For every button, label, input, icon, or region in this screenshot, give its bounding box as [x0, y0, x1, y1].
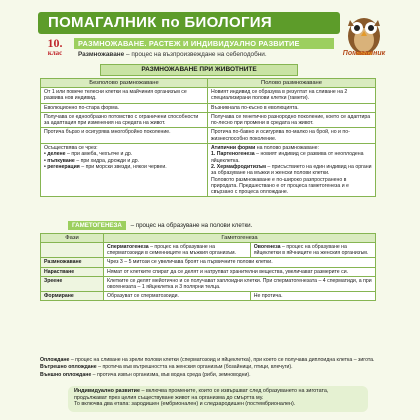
- phase-name: Зреене: [41, 276, 104, 291]
- note-paragraph: [40, 372, 376, 378]
- column-header-gametogenesis: Гаметогенеза: [104, 234, 376, 243]
- asexual-forms-title: Осъществява се чрез:: [44, 145, 98, 152]
- animals-subheading: РАЗМНОЖАВАНЕ ПРИ ЖИВОТНИТЕ: [100, 64, 298, 76]
- development-summary: [68, 386, 368, 412]
- grade-number: 10.: [47, 36, 63, 50]
- list-text: – при хидра, дрожди и др.: [74, 157, 140, 164]
- grade-label: клас: [47, 49, 63, 57]
- table-cell: Новият индивид се образува в резултат на сливане на 2 специализирани полови клетки (гамети).: [208, 88, 376, 104]
- list-term: • пъпкуване: [44, 157, 75, 164]
- list-text: на полово размножаване:: [255, 145, 319, 152]
- phase-name: Размножаване: [41, 258, 104, 267]
- definition-term: Размножаване: [78, 51, 125, 58]
- spermatogenesis-cell: [104, 243, 251, 258]
- logo-caption: Помагалник: [342, 50, 386, 57]
- table-cell: От 1 или повече телесни клетки на майчиния организъм се развива нов индивид.: [41, 88, 208, 104]
- list-item: [211, 151, 372, 164]
- note-text: – протича във вътрешността на женския организъм (бозайници, птици, влечуги).: [96, 364, 293, 371]
- list-text: – при амеба, чехълче и др.: [65, 151, 133, 158]
- section-definition: [78, 51, 267, 58]
- note-text: – процес на сливане на зрели полови клетки (сперматозоид и яйцеклетка), при което се получава диплоидна клетка – зигота.: [69, 357, 375, 363]
- list-text: – новият индивид се развива от неоплодена яйцеклетка.: [211, 151, 364, 164]
- table-row: [41, 112, 376, 128]
- list-term: 1. Партеногенеза: [211, 151, 255, 158]
- oogenesis-cell: [250, 243, 375, 258]
- table-row: [41, 88, 376, 104]
- note-term: Външно оплождане: [40, 371, 92, 378]
- column-header-phase: Фази: [41, 234, 104, 243]
- gametogenesis-heading: [68, 221, 288, 230]
- phase-name: Формиране: [41, 292, 104, 301]
- phase-name: Нарастване: [41, 267, 104, 276]
- table-cell: Получава се еднообразно потомство с ограничени способности за адаптация при изменения на средата на живот.: [41, 112, 208, 128]
- summary-line: То включва два етапа: зародишен (ембрионален) и следзародишен (постембрионален).: [74, 401, 296, 407]
- list-item: [211, 164, 372, 177]
- definition-text: – процес на възпроизвеждане на себеподобни.: [124, 51, 267, 58]
- fertilization-notes: [40, 357, 376, 379]
- table-row: [41, 258, 376, 267]
- table-cell: Получава се генетично разнородно поколение, което се адаптира по-лесно при промени в средата на живот.: [208, 112, 376, 128]
- table-row: [41, 103, 376, 112]
- table-cell: [41, 243, 104, 258]
- table-cell: Еволюционно по-стара форма.: [41, 103, 208, 112]
- note-paragraph: [40, 364, 376, 370]
- summary-term: Индивидуално развитие: [74, 388, 140, 394]
- list-term: Атипични форми: [211, 145, 256, 152]
- note-term: Оплождане: [40, 357, 70, 363]
- phase-text: Образуват се сперматозоиди.: [104, 292, 251, 301]
- list-text: Половото размножаване е по-широко разпространено в природата. Предшествано е от процеса гаметогенеза и е свързано с процеса оплождане.: [211, 176, 349, 196]
- gametogenesis-definition: – процес на образуване на полови клетки.: [128, 222, 253, 229]
- list-text: – при морски звезди, някои червеи.: [79, 163, 167, 170]
- list-term: 2. Хермафродитизъм: [211, 163, 266, 170]
- oogenesis-term: Овогенеза: [253, 244, 281, 250]
- gametogenesis-table: [40, 233, 376, 301]
- note-term: Вътрешно оплождане: [40, 364, 97, 371]
- table-cell: Възникнала по-късно в еволюцията.: [208, 103, 376, 112]
- phase-text: Нямат от клетките спират да се делят и натрупват хранителни вещества, увеличават размерите си.: [104, 267, 376, 276]
- oogenesis-text: – процес на образуване на яйцеклетки в яйчниците на женския организъм.: [253, 244, 369, 257]
- table-row: [41, 267, 376, 276]
- table-row: [41, 276, 376, 291]
- page-title: ПОМАГАЛНИК по БИОЛОГИЯ: [38, 12, 340, 34]
- phase-text: Клетките се делят мейотично и се получават хаплоидни клетки. При сперматогенезата – 4 сперматиди, а при овогенезата – 1 яйцеклетка и 3 полярни телца.: [104, 276, 376, 291]
- note-paragraph: [40, 357, 376, 363]
- table-row: [41, 128, 376, 144]
- reproduction-table: [40, 78, 376, 197]
- section-title: РАЗМНОЖАВАНЕ. РАСТЕЖ И ИНДИВИДУАЛНО РАЗВИТИЕ: [74, 38, 334, 49]
- table-row: [41, 292, 376, 301]
- grade-badge: [40, 37, 70, 57]
- table-cell: Протича по-бавно и осигурява по-малко на брой, но и по-жизнеспособно поколение.: [208, 128, 376, 144]
- summary-paragraph: [74, 388, 362, 401]
- spermatogenesis-text: – процес на образуване на сперматозоиди в семенниците на мъжкия организъм.: [107, 244, 236, 257]
- column-header-sexual: Полово размножаване: [208, 79, 376, 88]
- column-header-asexual: Безполово размножаване: [41, 79, 208, 88]
- list-term: • делене: [44, 151, 66, 158]
- table-row: [41, 243, 376, 258]
- summary-text: – включва промените, които се извършват след образуването на зиготата, продължават през целия съществуване живот на организма до смъртта му.: [74, 388, 329, 401]
- list-item: [211, 177, 372, 196]
- table-row: [41, 144, 376, 197]
- note-text: – протича извън организма, във водна среда (риби, земноводни).: [91, 371, 251, 378]
- gametogenesis-pill: ГАМЕТОГЕНЕЗА: [68, 221, 126, 230]
- table-cell: Протича бързо и осигурява многобройно поколение.: [41, 128, 208, 144]
- phase-text: Не протича.: [250, 292, 375, 301]
- list-item: [44, 164, 204, 170]
- spermatogenesis-term: Сперматогенеза: [107, 244, 149, 250]
- asexual-forms-cell: [41, 144, 208, 197]
- sexual-forms-cell: [208, 144, 376, 197]
- list-text: – присъствието на един индивид на органи за образуване на мъжки и женски полови клетки.: [211, 163, 372, 177]
- list-term: • регенерация: [44, 163, 80, 170]
- phase-text: Чрез 3 – 5 митози се увеличава броят на първичните полови клетки.: [104, 258, 376, 267]
